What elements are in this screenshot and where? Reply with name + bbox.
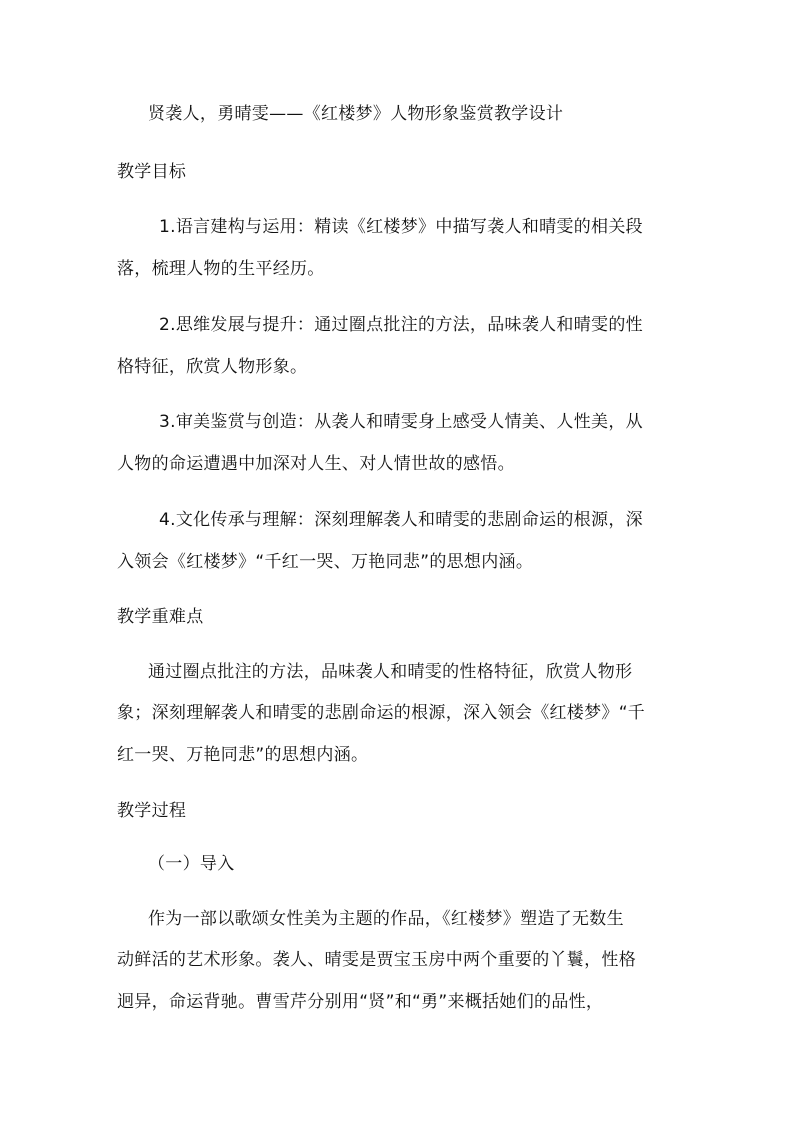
goal-2-line-1: 2.思维发展与提升：通过圈点批注的方法，品味袭人和晴雯的性	[159, 315, 643, 335]
goal-3-line-1: 3.审美鉴赏与创造：从袭人和晴雯身上感受人情美、人性美，从	[159, 412, 643, 432]
goal-1-line-1: 1.语言建构与运用：精读《红楼梦》中描写袭人和晴雯的相关段	[159, 217, 643, 237]
process-heading: 教学过程	[117, 801, 187, 821]
key-points-heading: 教学重难点	[117, 607, 204, 627]
goal-3-line-2: 人物的命运遭遇中加深对人生、对人情世故的感悟。	[117, 454, 515, 474]
key-points-line-1: 通过圈点批注的方法，品味袭人和晴雯的性格特征，欣赏人物形	[148, 662, 633, 682]
key-points-line-3: 红一哭、万艳同悲”的思想内涵。	[117, 745, 369, 765]
goal-4-line-2: 入领会《红楼梦》“千红一哭、万艳同悲”的思想内涵。	[117, 552, 534, 572]
key-points-line-2: 象；深刻理解袭人和晴雯的悲剧命运的根源，深入领会《红楼梦》“千	[117, 703, 646, 723]
intro-paragraph-line-2: 动鲜活的艺术形象。袭人、晴雯是贾宝玉房中两个重要的丫鬟，性格	[117, 950, 636, 970]
goals-heading: 教学目标	[117, 162, 187, 182]
goal-4-line-1: 4.文化传承与理解：深刻理解袭人和晴雯的悲剧命运的根源，深	[159, 510, 643, 530]
section-1-title: （一）导入	[148, 854, 235, 874]
intro-paragraph-line-1: 作为一部以歌颂女性美为主题的作品，《红楼梦》塑造了无数生	[148, 909, 624, 929]
intro-paragraph-line-3: 迥异，命运背驰。曹雪芹分别用“贤”和“勇”来概括她们的品性，	[117, 992, 604, 1012]
goal-1-line-2: 落，梳理人物的生平经历。	[117, 259, 325, 279]
goal-2-line-2: 格特征，欣赏人物形象。	[117, 357, 308, 377]
document-title: 贤袭人，勇晴雯——《红楼梦》人物形象鉴赏教学设计	[148, 104, 564, 124]
